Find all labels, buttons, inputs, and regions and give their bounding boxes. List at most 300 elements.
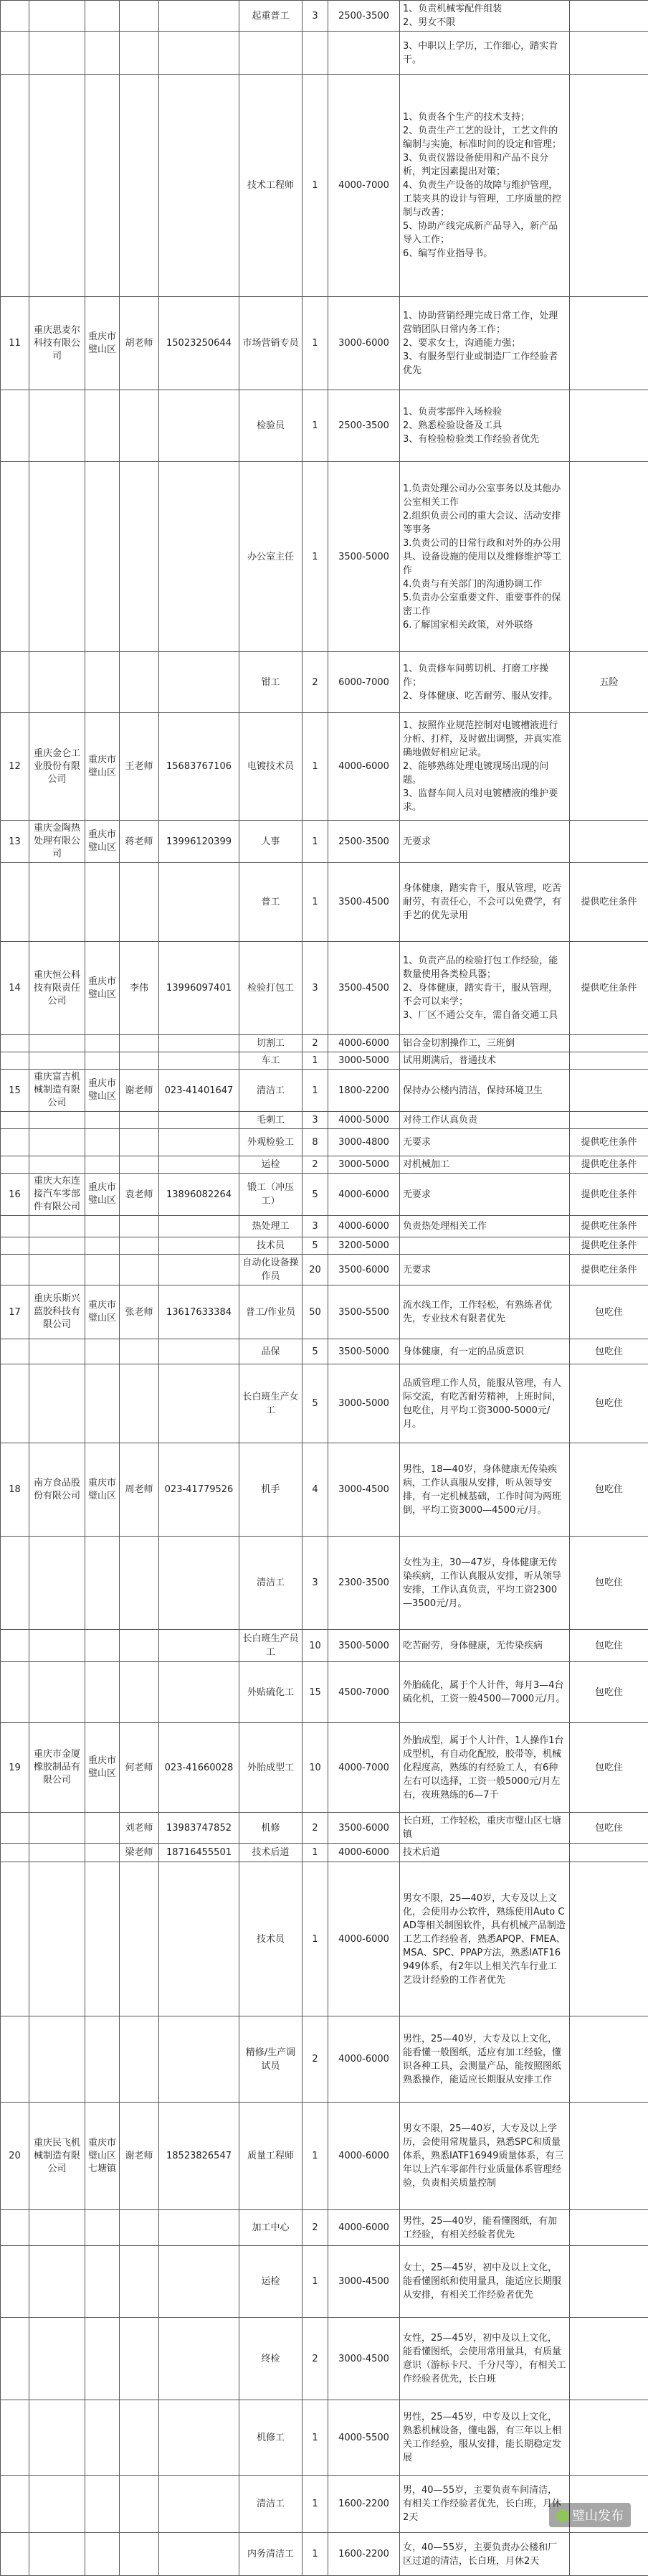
row-number bbox=[1, 1052, 29, 1070]
company-name bbox=[29, 1156, 85, 1174]
headcount: 1 bbox=[302, 863, 328, 942]
benefits: 提供吃住条件 bbox=[570, 863, 648, 942]
headcount: 2 bbox=[302, 652, 328, 713]
table-row bbox=[1, 1129, 648, 1156]
job-title bbox=[239, 32, 302, 75]
company-name bbox=[29, 462, 85, 652]
row-number bbox=[1, 1129, 29, 1156]
phone bbox=[159, 1, 239, 32]
table-row bbox=[1, 1052, 648, 1070]
phone bbox=[159, 2210, 239, 2246]
work-location bbox=[85, 2476, 120, 2533]
job-title: 普工/作业员 bbox=[239, 1285, 302, 1339]
phone: 18716455501 bbox=[159, 1844, 239, 1862]
company-name: 重庆思麦尔科技有限公司 bbox=[29, 297, 85, 390]
salary: 4000-7000 bbox=[328, 75, 400, 297]
salary: 1600-2200 bbox=[328, 2533, 400, 2576]
phone bbox=[159, 1630, 239, 1662]
phone bbox=[159, 2400, 239, 2476]
contact-person bbox=[120, 1662, 159, 1723]
phone: 13996120399 bbox=[159, 821, 239, 863]
headcount bbox=[302, 32, 328, 75]
job-title: 外贴硫化工 bbox=[239, 1662, 302, 1723]
requirements: 1.负责处理公司办公室事务以及其他办公室相关工作 2.组织负责公司的重大会议、活动安排等事务 3.负责公司的日常行政和对外的办公用具、设备设施的使用以及维修维护等工作 4.负责与有关部门的沟通协调工作 5.负责办公室重要文件、重要事件的保密工作 6.了解国家相关政策，对外联络 bbox=[400, 462, 570, 652]
requirements: 无要求 bbox=[400, 1255, 570, 1285]
work-location: 重庆市璧山区 bbox=[85, 1285, 120, 1339]
benefits bbox=[570, 821, 648, 863]
row-number: 15 bbox=[1, 1070, 29, 1112]
row-number bbox=[1, 1339, 29, 1364]
salary: 3500-5500 bbox=[328, 1285, 400, 1339]
headcount: 2 bbox=[302, 2210, 328, 2246]
work-location bbox=[85, 1862, 120, 2016]
requirements: 1、协助营销经理完成日常工作，处理营销团队日常内务工作； 2、要求女士，沟通能力强； 3、有服务型行业或制造厂工作经验者优先 bbox=[400, 297, 570, 390]
benefits: 提供吃住条件 bbox=[570, 942, 648, 1035]
row-number bbox=[1, 652, 29, 713]
requirements: 对待工作认真负责 bbox=[400, 1112, 570, 1129]
benefits bbox=[570, 462, 648, 652]
job-title: 长白班生产女工 bbox=[239, 1364, 302, 1443]
benefits: 提供吃住条件 bbox=[570, 1237, 648, 1255]
requirements: 外胎成型，属于个人计件，1人操作1台成型机，有自动化配胶，胶带等，机械化程度高，熟练的有经验工人，有6种左右可以选择，工资一般5000元/月左右，夜班熟练的6—7千 bbox=[400, 1723, 570, 1813]
headcount: 3 bbox=[302, 942, 328, 1035]
headcount: 2 bbox=[302, 1813, 328, 1844]
phone: 15023250644 bbox=[159, 297, 239, 390]
headcount: 1 bbox=[302, 390, 328, 462]
requirements: 试用期满后，普通技术 bbox=[400, 1052, 570, 1070]
job-title: 清洁工 bbox=[239, 1070, 302, 1112]
table-row bbox=[1, 1339, 648, 1364]
job-title: 切割工 bbox=[239, 1035, 302, 1052]
job-title: 长白班生产员工 bbox=[239, 1630, 302, 1662]
salary: 3000-4500 bbox=[328, 2246, 400, 2318]
work-location bbox=[85, 863, 120, 942]
work-location bbox=[85, 1129, 120, 1156]
work-location bbox=[85, 32, 120, 75]
company-name bbox=[29, 1813, 85, 1844]
requirements: 无要求 bbox=[400, 1174, 570, 1216]
table-row bbox=[1, 652, 648, 713]
benefits bbox=[570, 2318, 648, 2400]
job-title: 品保 bbox=[239, 1339, 302, 1364]
row-number: 18 bbox=[1, 1443, 29, 1537]
work-location bbox=[85, 1844, 120, 1862]
requirements: 流水线工作，工作轻松，有熟练者优先，专业技术有限者优先 bbox=[400, 1285, 570, 1339]
phone: 15683767106 bbox=[159, 713, 239, 821]
phone: 13617633384 bbox=[159, 1285, 239, 1339]
company-name bbox=[29, 1662, 85, 1723]
contact-person bbox=[120, 652, 159, 713]
requirements: 女性为主，30—47岁，身体健康无传染疾病，工作认真服从安排，听从领导安排，工作认真负责，平均工资2300—3500元/月。 bbox=[400, 1537, 570, 1630]
phone bbox=[159, 1052, 239, 1070]
benefits: 包吃住 bbox=[570, 1443, 648, 1537]
work-location bbox=[85, 2318, 120, 2400]
phone bbox=[159, 1112, 239, 1129]
work-location bbox=[85, 2016, 120, 2103]
contact-person bbox=[120, 1537, 159, 1630]
salary: 3500-5000 bbox=[328, 1630, 400, 1662]
work-location: 重庆市璧山区 bbox=[85, 1443, 120, 1537]
company-name bbox=[29, 1052, 85, 1070]
contact-person bbox=[120, 1364, 159, 1443]
requirements: 男女不限，25—40岁，大专及以上学历，会使用常规量具，熟悉SPC和质量体系，熟悉IATF16949质量体系，有三年以上汽车零部件行业质量体系管理经验，负责相关质量控制 bbox=[400, 2103, 570, 2210]
company-name: 南方食品股份有限公司 bbox=[29, 1443, 85, 1537]
requirements: 男性，25—40岁，大专及以上文化，能看懂一般图纸，适应有加工经验，懂识各种工具，会测量产品，能按照图纸熟悉操作，能适应长期服从安排工作 bbox=[400, 2016, 570, 2103]
benefits bbox=[570, 1, 648, 32]
phone bbox=[159, 2016, 239, 2103]
row-number bbox=[1, 2400, 29, 2476]
headcount: 3 bbox=[302, 1, 328, 32]
company-name bbox=[29, 1862, 85, 2016]
phone bbox=[159, 2476, 239, 2533]
table-row bbox=[1, 1364, 648, 1443]
headcount: 20 bbox=[302, 1255, 328, 1285]
phone bbox=[159, 863, 239, 942]
job-title: 车工 bbox=[239, 1052, 302, 1070]
phone bbox=[159, 1339, 239, 1364]
company-name: 重庆大东连接汽车零部件有限公司 bbox=[29, 1174, 85, 1216]
job-title: 加工中心 bbox=[239, 2210, 302, 2246]
benefits bbox=[570, 2016, 648, 2103]
benefits: 包吃住 bbox=[570, 1813, 648, 1844]
job-title: 自动化设备操作员 bbox=[239, 1255, 302, 1285]
requirements: 1、负责零部件入场检验 2、熟悉检验设备及工具 3、有检验检验类工作经验者优先 bbox=[400, 390, 570, 462]
headcount: 1 bbox=[302, 2533, 328, 2576]
phone bbox=[159, 2318, 239, 2400]
requirements: 身体健康，有一定的品质意识 bbox=[400, 1339, 570, 1364]
benefits bbox=[570, 2246, 648, 2318]
phone bbox=[159, 390, 239, 462]
benefits bbox=[570, 297, 648, 390]
contact-person bbox=[120, 2533, 159, 2576]
contact-person bbox=[120, 2246, 159, 2318]
benefits bbox=[570, 1035, 648, 1052]
salary: 6000-7000 bbox=[328, 652, 400, 713]
contact-person bbox=[120, 2210, 159, 2246]
phone bbox=[159, 2246, 239, 2318]
company-name: 重庆金仑工业股份有限公司 bbox=[29, 713, 85, 821]
contact-person bbox=[120, 1112, 159, 1129]
salary: 3000-5000 bbox=[328, 1052, 400, 1070]
row-number bbox=[1, 2210, 29, 2246]
benefits bbox=[570, 32, 648, 75]
work-location: 重庆市璧山区 bbox=[85, 1174, 120, 1216]
phone: 023-41660028 bbox=[159, 1723, 239, 1813]
salary: 4000-6000 bbox=[328, 1216, 400, 1237]
job-title: 技术后道 bbox=[239, 1844, 302, 1862]
requirements: 技术后道 bbox=[400, 1844, 570, 1862]
contact-person bbox=[120, 2476, 159, 2533]
requirements: 女，40—55岁，主要负责办公楼和厂区过道的清洁，长白班，月休2天 bbox=[400, 2533, 570, 2576]
headcount: 1 bbox=[302, 2103, 328, 2210]
headcount: 1 bbox=[302, 297, 328, 390]
benefits: 包吃住 bbox=[570, 1723, 648, 1813]
work-location: 重庆市璧山区 bbox=[85, 821, 120, 863]
job-title: 内务清洁工 bbox=[239, 2533, 302, 2576]
job-title: 质量工程师 bbox=[239, 2103, 302, 2210]
work-location: 重庆市璧山区 bbox=[85, 713, 120, 821]
job-title: 运检 bbox=[239, 1156, 302, 1174]
salary: 4000-6000 bbox=[328, 2210, 400, 2246]
headcount: 15 bbox=[302, 1662, 328, 1723]
job-title: 清洁工 bbox=[239, 2476, 302, 2533]
salary: 3000-4500 bbox=[328, 2318, 400, 2400]
benefits: 包吃住 bbox=[570, 1285, 648, 1339]
headcount: 1 bbox=[302, 462, 328, 652]
work-location bbox=[85, 2533, 120, 2576]
contact-person: 梁老师 bbox=[120, 1844, 159, 1862]
headcount: 8 bbox=[302, 1129, 328, 1156]
requirements: 外胎硫化，属于个人计件，每月3—4台硫化机，工资一般4500—7000元/月。 bbox=[400, 1662, 570, 1723]
headcount: 1 bbox=[302, 2400, 328, 2476]
work-location: 重庆市璧山区 bbox=[85, 1723, 120, 1813]
contact-person bbox=[120, 1052, 159, 1070]
phone: 13996097401 bbox=[159, 942, 239, 1035]
salary: 2300-3500 bbox=[328, 1537, 400, 1630]
salary: 3000-5000 bbox=[328, 1364, 400, 1443]
work-location bbox=[85, 1035, 120, 1052]
requirements: 女性，25—45岁，初中及以上文化，能看懂图纸，会使用常用量具，有质量意识（游标卡尺、千分尺等），有相关工作经验者优先，长白班 bbox=[400, 2318, 570, 2400]
table-row bbox=[1, 1630, 648, 1662]
contact-person bbox=[120, 2016, 159, 2103]
contact-person bbox=[120, 2400, 159, 2476]
job-title: 机修 bbox=[239, 1813, 302, 1844]
company-name bbox=[29, 75, 85, 297]
phone bbox=[159, 1216, 239, 1237]
requirements: 男性，25—40岁，能看懂图纸，有加工经验，有相关经验者优先 bbox=[400, 2210, 570, 2246]
salary bbox=[328, 32, 400, 75]
salary: 3500-4500 bbox=[328, 942, 400, 1035]
contact-person bbox=[120, 1129, 159, 1156]
company-name bbox=[29, 1630, 85, 1662]
job-title: 技术员 bbox=[239, 1862, 302, 2016]
row-number bbox=[1, 2318, 29, 2400]
benefits: 包吃住 bbox=[570, 1662, 648, 1723]
contact-person bbox=[120, 1, 159, 32]
requirements: 男女不限，25—40岁，大专及以上文化，会使用办公软件，熟练使用Auto CAD等相关制图软件，具有机械产品制造工艺工作经验者，熟悉APQP、FMEA、MSA、SPC、PPAP方法，熟悉IATF16949体系，有2年以上相关汽车行业工艺设计经验的工作者优先 bbox=[400, 1862, 570, 2016]
salary: 3200-5000 bbox=[328, 1237, 400, 1255]
work-location bbox=[85, 1237, 120, 1255]
job-title: 毛刺工 bbox=[239, 1112, 302, 1129]
salary: 4000-6000 bbox=[328, 2103, 400, 2210]
phone bbox=[159, 1237, 239, 1255]
work-location bbox=[85, 1156, 120, 1174]
company-name bbox=[29, 1112, 85, 1129]
table-row bbox=[1, 1813, 648, 1844]
work-location bbox=[85, 1255, 120, 1285]
requirements: 1、按照作业规范控制对电镀槽液进行分析、打样，及时做出调整，并真实准确地做好相应记录。 2、能够熟练处理电镀现场出现的问题。 3、监督车间人员对电镀槽液的维护要求。 bbox=[400, 713, 570, 821]
table-row bbox=[1, 75, 648, 297]
company-name bbox=[29, 652, 85, 713]
salary: 4000-6000 bbox=[328, 713, 400, 821]
benefits bbox=[570, 2533, 648, 2576]
phone bbox=[159, 652, 239, 713]
requirements: 身体健康，踏实肯干，服从管理，吃苦耐劳，有责任心，不会可以免费学，有手艺的优先录用 bbox=[400, 863, 570, 942]
salary: 2500-3500 bbox=[328, 1, 400, 32]
phone bbox=[159, 462, 239, 652]
table-row bbox=[1, 1035, 648, 1052]
benefits: 提供吃住条件 bbox=[570, 1129, 648, 1156]
headcount: 3 bbox=[302, 1216, 328, 1237]
contact-person: 张老师 bbox=[120, 1285, 159, 1339]
headcount: 2 bbox=[302, 2318, 328, 2400]
phone bbox=[159, 2533, 239, 2576]
company-name bbox=[29, 32, 85, 75]
phone bbox=[159, 1035, 239, 1052]
headcount: 1 bbox=[302, 1844, 328, 1862]
row-number bbox=[1, 1035, 29, 1052]
company-name: 重庆民飞机械制造有限公司 bbox=[29, 2103, 85, 2210]
row-number bbox=[1, 1844, 29, 1862]
row-number bbox=[1, 1255, 29, 1285]
job-title: 机修工 bbox=[239, 2400, 302, 2476]
job-title: 办公室主任 bbox=[239, 462, 302, 652]
company-name bbox=[29, 2318, 85, 2400]
salary: 4000-5500 bbox=[328, 2400, 400, 2476]
requirements: 女士，25—45岁，初中及以上文化，能看懂图纸和使用量具，能适应长期服从安排，有相关工作经验者优先 bbox=[400, 2246, 570, 2318]
table-row bbox=[1, 713, 648, 821]
benefits: 包吃住 bbox=[570, 1630, 648, 1662]
job-title: 市场营销专员 bbox=[239, 297, 302, 390]
salary: 3000-4500 bbox=[328, 1443, 400, 1537]
contact-person: 刘老师 bbox=[120, 1813, 159, 1844]
row-number bbox=[1, 1813, 29, 1844]
table-row bbox=[1, 390, 648, 462]
row-number bbox=[1, 2246, 29, 2318]
job-title: 钳工 bbox=[239, 652, 302, 713]
headcount: 1 bbox=[302, 713, 328, 821]
row-number bbox=[1, 1537, 29, 1630]
company-name bbox=[29, 1035, 85, 1052]
company-name bbox=[29, 1255, 85, 1285]
salary: 3000-4800 bbox=[328, 1129, 400, 1156]
work-location bbox=[85, 1052, 120, 1070]
requirements: 男性，25—45岁，中专及以上文化，熟悉机械设备，懂电器，有三年以上相关工作经验，服从安排，能长期稳定发展 bbox=[400, 2400, 570, 2476]
phone bbox=[159, 1364, 239, 1443]
benefits bbox=[570, 1862, 648, 2016]
salary: 3000-6000 bbox=[328, 297, 400, 390]
contact-person bbox=[120, 1237, 159, 1255]
work-location: 重庆市璧山区七塘镇 bbox=[85, 2103, 120, 2210]
job-title: 电镀技术员 bbox=[239, 713, 302, 821]
requirements: 对机械加工 bbox=[400, 1156, 570, 1174]
phone: 13896082264 bbox=[159, 1174, 239, 1216]
contact-person: 袁老师 bbox=[120, 1174, 159, 1216]
watermark-label: 璧山发布 bbox=[572, 2509, 624, 2524]
contact-person bbox=[120, 863, 159, 942]
headcount: 2 bbox=[302, 2016, 328, 2103]
salary: 3500-4500 bbox=[328, 863, 400, 942]
phone bbox=[159, 1156, 239, 1174]
work-location bbox=[85, 1216, 120, 1237]
requirements: 1、负责修车间剪切机、打磨工序操作； 2、身体健康、吃苦耐劳、服从安排。 bbox=[400, 652, 570, 713]
salary: 4000-6000 bbox=[328, 2016, 400, 2103]
work-location bbox=[85, 390, 120, 462]
headcount: 1 bbox=[302, 75, 328, 297]
row-number bbox=[1, 32, 29, 75]
salary: 1800-2200 bbox=[328, 1070, 400, 1112]
contact-person bbox=[120, 1216, 159, 1237]
table-row bbox=[1, 1723, 648, 1813]
headcount: 1 bbox=[302, 821, 328, 863]
requirements bbox=[400, 1237, 570, 1255]
work-location bbox=[85, 2400, 120, 2476]
job-title: 热处理工 bbox=[239, 1216, 302, 1237]
company-name bbox=[29, 2400, 85, 2476]
table-row bbox=[1, 1662, 648, 1723]
phone: 023-41401647 bbox=[159, 1070, 239, 1112]
requirements: 1、负责产品的检验打包工作经验，能数量使用各类检具器； 2、身体健康，踏实肯干，服从管理，不会可以来学； 3、厂区不通公交车，需自备交通工具 bbox=[400, 942, 570, 1035]
row-number bbox=[1, 1862, 29, 2016]
headcount: 3 bbox=[302, 1537, 328, 1630]
salary: 4000-7000 bbox=[328, 1723, 400, 1813]
contact-person bbox=[120, 1035, 159, 1052]
table-row bbox=[1, 2210, 648, 2246]
benefits bbox=[570, 713, 648, 821]
headcount: 2 bbox=[302, 1156, 328, 1174]
job-title: 外观检验工 bbox=[239, 1129, 302, 1156]
row-number bbox=[1, 1216, 29, 1237]
benefits bbox=[570, 1112, 648, 1129]
salary: 3500-5000 bbox=[328, 462, 400, 652]
requirements: 男性，18—40岁，身体健康无传染疾病，工作认真服从安排，听从领导安排，有一定机械基础，工作时间为两班倒，平均工资3000—4500元/月。 bbox=[400, 1443, 570, 1537]
benefits: 提供吃住条件 bbox=[570, 1174, 648, 1216]
company-name: 重庆乐斯兴蓝胶科技有限公司 bbox=[29, 1285, 85, 1339]
job-title: 终检 bbox=[239, 2318, 302, 2400]
table-row bbox=[1, 2103, 648, 2210]
phone bbox=[159, 1129, 239, 1156]
row-number: 12 bbox=[1, 713, 29, 821]
row-number bbox=[1, 2476, 29, 2533]
contact-person bbox=[120, 1339, 159, 1364]
contact-person: 何老师 bbox=[120, 1723, 159, 1813]
work-location bbox=[85, 1339, 120, 1364]
contact-person: 谢老师 bbox=[120, 2103, 159, 2210]
salary: 1600-2200 bbox=[328, 2476, 400, 2533]
company-name: 重庆富吉机械制造有限公司 bbox=[29, 1070, 85, 1112]
job-title: 外胎成型工 bbox=[239, 1723, 302, 1813]
requirements: 保持办公楼内清洁，保持环境卫生 bbox=[400, 1070, 570, 1112]
benefits bbox=[570, 75, 648, 297]
contact-person bbox=[120, 75, 159, 297]
salary: 3500-5000 bbox=[328, 1339, 400, 1364]
row-number: 19 bbox=[1, 1723, 29, 1813]
company-name bbox=[29, 2533, 85, 2576]
job-title: 起重普工 bbox=[239, 1, 302, 32]
logo-icon bbox=[556, 2509, 569, 2522]
benefits bbox=[570, 2400, 648, 2476]
row-number bbox=[1, 1112, 29, 1129]
table-row bbox=[1, 1156, 648, 1174]
row-number: 17 bbox=[1, 1285, 29, 1339]
row-number: 11 bbox=[1, 297, 29, 390]
benefits: 提供吃住条件 bbox=[570, 1255, 648, 1285]
row-number bbox=[1, 2533, 29, 2576]
company-name bbox=[29, 1364, 85, 1443]
salary: 4000-6000 bbox=[328, 1035, 400, 1052]
work-location bbox=[85, 1112, 120, 1129]
contact-person bbox=[120, 390, 159, 462]
row-number bbox=[1, 1237, 29, 1255]
contact-person: 谢老师 bbox=[120, 1070, 159, 1112]
work-location bbox=[85, 75, 120, 297]
table-row bbox=[1, 1112, 648, 1129]
requirements: 负责热处理相关工作 bbox=[400, 1216, 570, 1237]
benefits: 五险 bbox=[570, 652, 648, 713]
benefits bbox=[570, 390, 648, 462]
row-number bbox=[1, 390, 29, 462]
salary: 2500-3500 bbox=[328, 821, 400, 863]
